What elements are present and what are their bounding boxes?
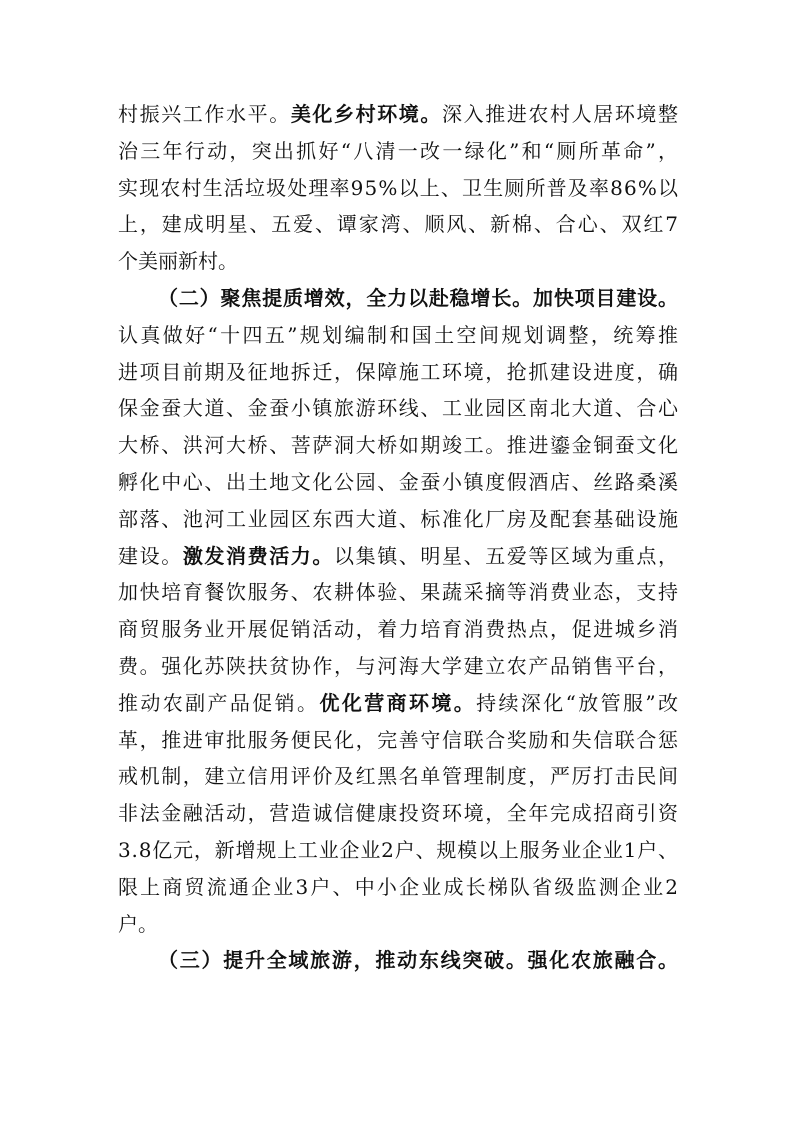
text-line <box>118 133 681 170</box>
text-run: 村振兴工作水平。 <box>118 102 291 126</box>
text-line <box>118 464 678 501</box>
section-heading-3 <box>118 942 678 979</box>
text-line <box>118 758 678 795</box>
text-run: 个美丽新村。 <box>118 249 238 274</box>
text-line <box>118 832 678 869</box>
text-run: 户。 <box>118 911 158 936</box>
text-run: 限上商贸流通企业3户、中小企业成长梯队省级监测企业2 <box>118 874 681 899</box>
bold-heading: （二）聚焦提质增效，全力以赴稳增长。加快项目建设。 <box>158 285 679 310</box>
text-run: 加快培育餐饮服务、农耕体验、果蔬采摘等消费业态，支持 <box>118 580 680 605</box>
text-run: 深入推进农村人居环境整 <box>442 102 680 126</box>
text-run: 3.8亿元，新增规上工业企业2户、规模以上服务业企业1户、 <box>118 837 679 862</box>
text-line <box>118 538 678 575</box>
text-line <box>118 795 678 832</box>
text-line <box>118 427 678 464</box>
text-line <box>118 906 678 943</box>
text-line <box>118 170 678 207</box>
document-page <box>118 96 681 979</box>
text-run: 戒机制，建立信用评价及红黑名单管理制度，严厉打击民间 <box>118 764 680 789</box>
text-run: 部落、池河工业园区东西大道、标准化厂房及配套基础设施 <box>118 506 680 531</box>
text-run: 治三年行动，突出抓好“八清一改一绿化”和“厕所革命”， <box>118 138 681 163</box>
text-line <box>118 574 678 611</box>
text-run: 大桥、洪河大桥、菩萨洞大桥如期竣工。推进鎏金铜蚕文化 <box>118 433 680 458</box>
text-run: 推动农副产品促销。 <box>118 690 320 715</box>
text-run: 保金蚕大道、金蚕小镇旅游环线、工业园区南北大道、合心 <box>118 396 680 421</box>
text-run: 实现农村生活垃圾处理率95%以上、卫生厕所普及率86%以 <box>118 175 680 200</box>
text-line <box>118 206 678 243</box>
text-line <box>118 611 678 648</box>
section-heading-2 <box>118 280 678 317</box>
text-run: 持续深化“放管服”改 <box>476 690 681 715</box>
text-run: 上，建成明星、五爱、谭家湾、顺风、新棉、合心、双红7 <box>118 212 680 237</box>
text-run: 进项目前期及征地拆迁，保障施工环境，抢抓建设进度，确 <box>118 359 680 384</box>
text-line <box>118 648 678 685</box>
text-run: 非法金融活动，营造诚信健康投资环境，全年完成招商引资 <box>118 801 680 826</box>
text-line <box>118 501 678 538</box>
text-line <box>118 390 678 427</box>
text-run: 以集镇、明星、五爱等区域为重点， <box>334 543 680 568</box>
text-run: 革，推进审批服务便民化，完善守信联合奖励和失信联合惩 <box>118 727 680 752</box>
text-run: 费。强化苏陕扶贫协作，与河海大学建立农产品销售平台， <box>118 653 680 678</box>
bold-heading: 优化营商环境。 <box>319 690 477 715</box>
text-line <box>118 685 681 722</box>
text-line <box>118 243 678 280</box>
text-line <box>118 869 681 906</box>
bold-heading: 美化乡村环境。 <box>290 102 443 126</box>
text-line <box>118 354 678 391</box>
text-line <box>118 722 678 759</box>
text-line <box>118 96 678 133</box>
text-run: 认真做好“十四五”规划编制和国土空间规划调整，统筹推 <box>118 322 681 347</box>
text-line <box>118 317 681 354</box>
text-run: 建设。 <box>118 543 183 568</box>
text-run: 孵化中心、出土地文化公园、金蚕小镇度假酒店、丝路桑溪 <box>118 469 680 494</box>
bold-heading: （三）提升全域旅游，推动东线突破。强化农旅融合。 <box>158 948 680 973</box>
text-run: 商贸服务业开展促销活动，着力培育消费热点，促进城乡消 <box>118 617 680 642</box>
bold-heading: 激发消费活力。 <box>182 543 335 568</box>
